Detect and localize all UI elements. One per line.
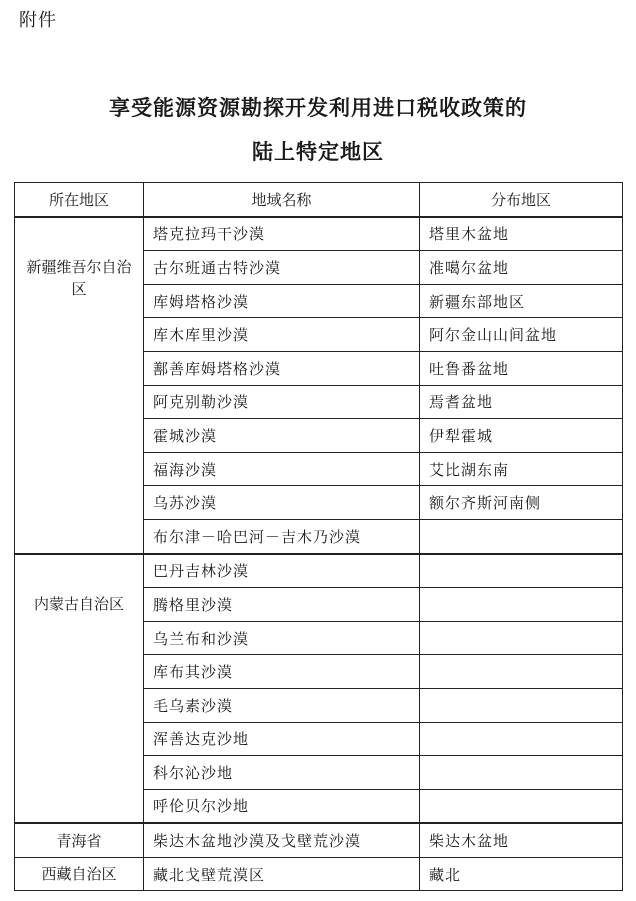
area-name-cell: 阿克别勒沙漠 bbox=[144, 385, 420, 419]
area-name-cell: 浑善达克沙地 bbox=[144, 722, 420, 756]
distribution-cell bbox=[420, 588, 623, 622]
distribution-cell bbox=[420, 519, 623, 553]
area-name-cell: 库木库里沙漠 bbox=[144, 318, 420, 352]
area-name-cell: 鄯善库姆塔格沙漠 bbox=[144, 351, 420, 385]
distribution-cell: 伊犁霍城 bbox=[420, 419, 623, 453]
distribution-cell: 准噶尔盆地 bbox=[420, 251, 623, 285]
area-name-cell: 呼伦贝尔沙地 bbox=[144, 789, 420, 823]
distribution-cell: 阿尔金山山间盆地 bbox=[420, 318, 623, 352]
area-name-cell: 库姆塔格沙漠 bbox=[144, 284, 420, 318]
region-cell-tibet: 西藏自治区 bbox=[15, 857, 144, 891]
area-name-cell: 霍城沙漠 bbox=[144, 419, 420, 453]
distribution-cell: 吐鲁番盆地 bbox=[420, 351, 623, 385]
area-name-cell: 巴丹吉林沙漠 bbox=[144, 554, 420, 588]
table-row bbox=[15, 217, 623, 251]
distribution-cell bbox=[420, 722, 623, 756]
area-name-cell: 腾格里沙漠 bbox=[144, 588, 420, 622]
region-cell-inner-mongolia: 内蒙古自治区 bbox=[15, 554, 144, 824]
distribution-cell bbox=[420, 756, 623, 790]
table-row bbox=[15, 823, 623, 857]
region-cell-xinjiang: 新疆维吾尔自治区 bbox=[15, 217, 144, 554]
distribution-cell bbox=[420, 554, 623, 588]
region-table bbox=[14, 182, 623, 891]
area-name-cell: 乌苏沙漠 bbox=[144, 486, 420, 520]
area-name-cell: 毛乌素沙漠 bbox=[144, 688, 420, 722]
area-name-cell: 库布其沙漠 bbox=[144, 655, 420, 689]
region-cell-qinghai: 青海省 bbox=[15, 823, 144, 857]
distribution-cell bbox=[420, 655, 623, 689]
header-area-name: 地域名称 bbox=[144, 183, 420, 217]
area-name-cell: 古尔班通古特沙漠 bbox=[144, 251, 420, 285]
attachment-label: 附件 bbox=[19, 10, 57, 31]
document-title-line-2: 陆上特定地区 bbox=[252, 139, 384, 164]
distribution-cell: 柴达木盆地 bbox=[420, 823, 623, 857]
distribution-cell: 焉耆盆地 bbox=[420, 385, 623, 419]
distribution-cell bbox=[420, 688, 623, 722]
distribution-cell bbox=[420, 621, 623, 655]
area-name-cell: 乌兰布和沙漠 bbox=[144, 621, 420, 655]
distribution-cell: 新疆东部地区 bbox=[420, 284, 623, 318]
distribution-cell bbox=[420, 789, 623, 823]
area-name-cell: 塔克拉玛干沙漠 bbox=[144, 217, 420, 251]
area-name-cell: 福海沙漠 bbox=[144, 452, 420, 486]
header-region: 所在地区 bbox=[15, 183, 144, 217]
area-name-cell: 布尔津－哈巴河－吉木乃沙漠 bbox=[144, 519, 420, 553]
distribution-cell: 塔里木盆地 bbox=[420, 217, 623, 251]
header-distribution: 分布地区 bbox=[420, 183, 623, 217]
distribution-cell: 艾比湖东南 bbox=[420, 452, 623, 486]
area-name-cell: 藏北戈壁荒漠区 bbox=[144, 857, 420, 891]
document-title-line-1: 享受能源资源勘探开发利用进口税收政策的 bbox=[109, 95, 527, 120]
table-row bbox=[15, 857, 623, 891]
table-header-row bbox=[15, 183, 623, 217]
area-name-cell: 柴达木盆地沙漠及戈壁荒沙漠 bbox=[144, 823, 420, 857]
table-row bbox=[15, 554, 623, 588]
area-name-cell: 科尔沁沙地 bbox=[144, 756, 420, 790]
distribution-cell: 额尔齐斯河南侧 bbox=[420, 486, 623, 520]
distribution-cell: 藏北 bbox=[420, 857, 623, 891]
